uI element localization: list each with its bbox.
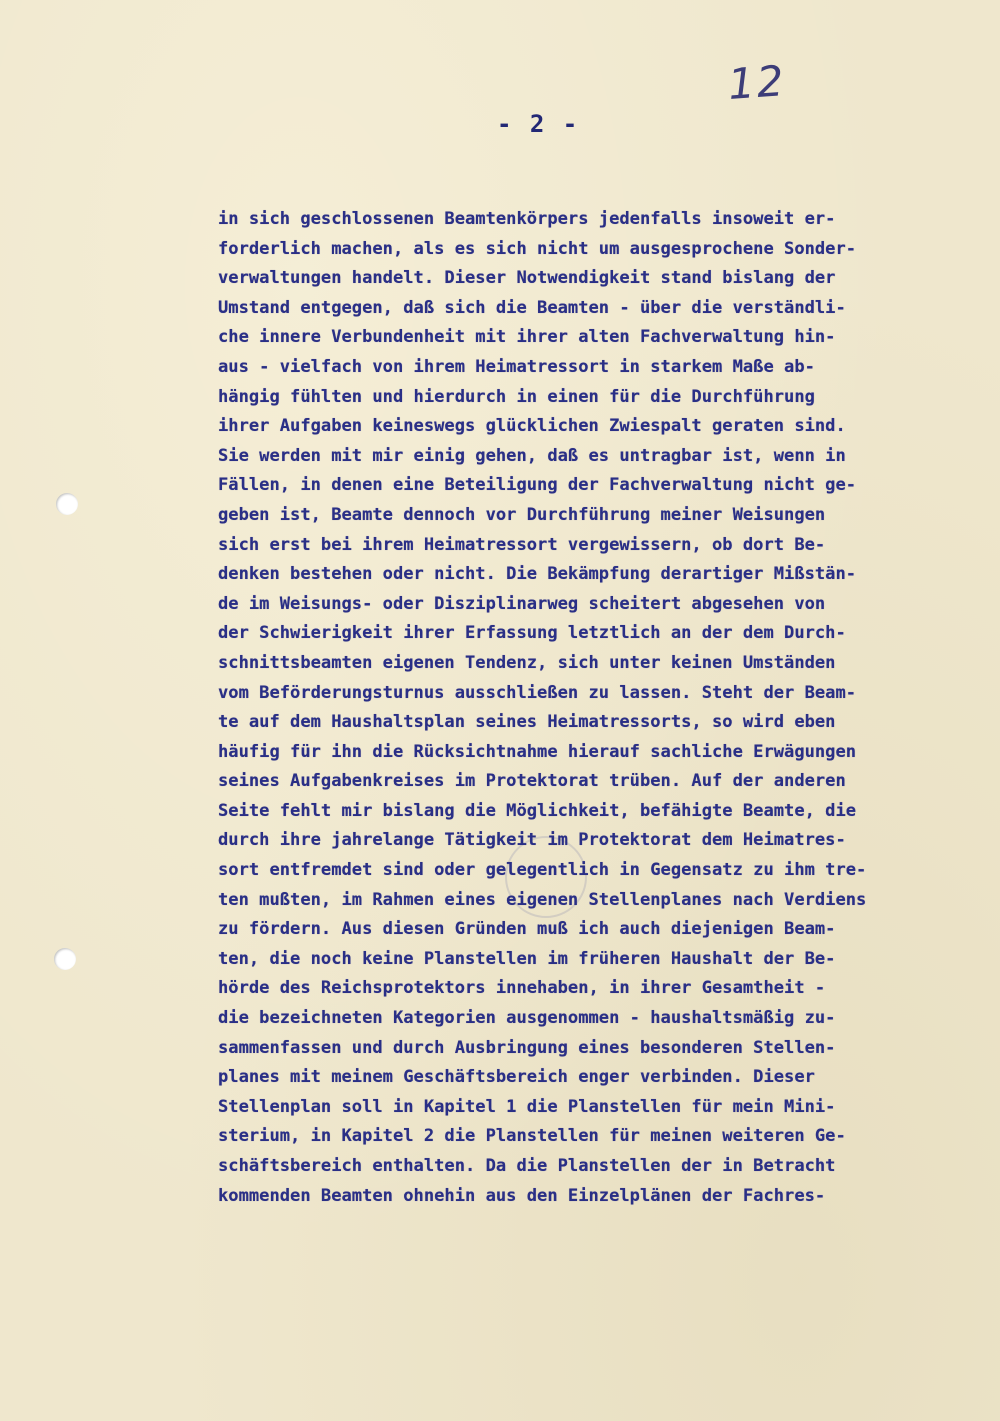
text-line: planes mit meinem Geschäftsbereich enger verbinden. Dieser xyxy=(218,1067,815,1088)
punch-hole-icon xyxy=(56,493,78,515)
text-line: che innere Verbundenheit mit ihrer alten Fachverwaltung hin- xyxy=(218,327,836,348)
text-line: sort entfremdet sind oder gelegentlich in Gegensatz zu ihm tre- xyxy=(218,860,867,881)
text-line: der Schwierigkeit ihrer Erfassung letztlich an der dem Durch- xyxy=(218,623,846,644)
text-line: durch ihre jahrelange Tätigkeit im Protektorat dem Heimatres- xyxy=(218,830,846,851)
text-line: die bezeichneten Kategorien ausgenommen - haushaltsmäßig zu- xyxy=(218,1008,836,1029)
text-line: verwaltungen handelt. Dieser Notwendigkeit stand bislang der xyxy=(218,268,836,289)
text-line: de im Weisungs- oder Disziplinarweg scheitert abgesehen von xyxy=(218,593,826,614)
text-line: sich erst bei ihrem Heimatressort vergewissern, ob dort Be- xyxy=(218,534,826,555)
handwritten-folio-number: 12 xyxy=(726,56,788,109)
text-line: Fällen, in denen eine Beteiligung der Fachverwaltung nicht ge- xyxy=(218,475,857,496)
text-line: hängig fühlten und hierdurch in einen für die Durchführung xyxy=(218,386,815,407)
text-line: kommenden Beamten ohnehin aus den Einzelplänen der Fachres- xyxy=(218,1185,826,1206)
punch-hole-icon xyxy=(54,948,76,970)
text-line: schäftsbereich enthalten. Da die Planstellen der in Betracht xyxy=(218,1156,836,1176)
text-line: häufig für ihn die Rücksichtnahme hierauf sachliche Erwägungen xyxy=(218,741,857,762)
text-line: ten mußten, im Rahmen eines eigenen Stellenplanes nach Verdiens xyxy=(218,889,867,910)
text-line: sammenfassen und durch Ausbringung eines besonderen Stellen- xyxy=(218,1037,836,1058)
text-line: Seite fehlt mir bislang die Möglichkeit, befähigte Beamte, die xyxy=(218,800,857,821)
text-line: te auf dem Haushaltsplan seines Heimatressorts, so wird eben xyxy=(218,712,836,733)
text-line: denken bestehen oder nicht. Die Bekämpfung derartiger Mißstän- xyxy=(218,564,857,585)
text-line: aus - vielfach von ihrem Heimatressort in starkem Maße ab- xyxy=(218,356,815,377)
text-line: Stellenplan soll in Kapitel 1 die Planstellen für mein Mini- xyxy=(218,1096,836,1117)
text-line: hörde des Reichsprotektors innehaben, in ihrer Gesamtheit - xyxy=(218,978,826,999)
text-line: ihrer Aufgaben keineswegs glücklichen Zwiespalt geraten sind. xyxy=(218,416,846,437)
text-line: seines Aufgabenkreises im Protektorat trüben. Auf der anderen xyxy=(218,771,846,792)
text-line: sterium, in Kapitel 2 die Planstellen für meinen weiteren Ge- xyxy=(218,1126,846,1147)
typed-body-text xyxy=(218,205,978,1211)
text-line: ten, die noch keine Planstellen im früheren Haushalt der Be- xyxy=(218,948,836,969)
text-line: zu fördern. Aus diesen Gründen muß ich auch diejenigen Beam- xyxy=(218,919,836,940)
text-line: Umstand entgegen, daß sich die Beamten - über die verständli- xyxy=(218,297,846,318)
text-line: forderlich machen, als es sich nicht um ausgesprochene Sonder- xyxy=(218,238,857,259)
text-line: schnittsbeamten eigenen Tendenz, sich unter keinen Umständen xyxy=(218,652,836,673)
text-line: in sich geschlossenen Beamtenkörpers jedenfalls insoweit er- xyxy=(218,209,836,229)
text-line: vom Beförderungsturnus ausschließen zu lassen. Steht der Beam- xyxy=(218,682,857,703)
text-line: geben ist, Beamte dennoch vor Durchführung meiner Weisungen xyxy=(218,504,826,525)
text-line: Sie werden mit mir einig gehen, daß es untragbar ist, wenn in xyxy=(218,445,846,466)
page-number: - 2 - xyxy=(497,110,580,138)
